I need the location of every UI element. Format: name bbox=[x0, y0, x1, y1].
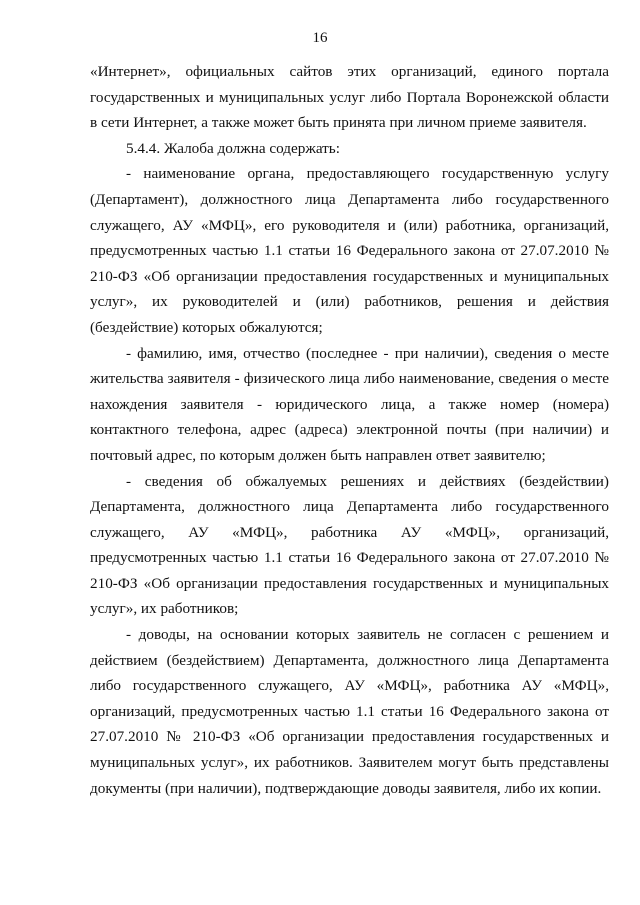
list-item-appealed-decisions: - сведения об обжалуемых решениях и действиях (бездействии) Департамента, должностного лица Департамента либо государственного служащего, АУ «МФЦ», работника АУ «МФЦ», организаций, предусмотренных частью 1.1 статьи 16 Федерального закона от 27.07.2010 № 210-ФЗ «Об организации предоставления государственных и муниципальных услуг», их работников; bbox=[90, 472, 609, 618]
list-item-authority-name: - наименование органа, предоставляющего государственную услугу (Департамент), должностного лица Департамента либо государственного служащего, АУ «МФЦ», его руководителя и (или) работника, организаций, предусмотренных частью 1.1 статьи 16 Федерального закона от 27.07.2010 № 210-ФЗ «Об организации предоставления государственных и муниципальных услуг», их руководителей и (или) работников, решения и действия (бездействие) которых обжалуются; bbox=[90, 165, 609, 336]
paragraph-section-5-4-4: 5.4.4. Жалоба должна содержать: bbox=[126, 139, 340, 157]
list-item-applicant-details: - фамилию, имя, отчество (последнее - при наличии), сведения о месте жительства заявителя - физического лица либо наименование, сведения о месте нахождения заявителя - юридического лица, а также номер (номера) контактного телефона, адрес (адреса) электронной почты (при наличии) и почтовый адрес, по которым должен быть направлен ответ заявителю; bbox=[90, 344, 609, 464]
page-number: 16 bbox=[312, 30, 328, 46]
list-item-arguments: - доводы, на основании которых заявитель не согласен с решением и действием (бездействием) Департамента, должностного лица Департамента либо государственного служащего, АУ «МФЦ», работника АУ «МФЦ», организаций, предусмотренных частью 1.1 статьи 16 Федерального закона от 27.07.2010 № 210-ФЗ «Об организации предоставления государственных и муниципальных услуг», их работников. Заявителем могут быть представлены документы (при наличии), подтверждающие доводы заявителя, либо их копии. bbox=[90, 626, 609, 797]
document-body bbox=[90, 59, 609, 801]
paragraph-continuation: «Интернет», официальных сайтов этих организаций, единого портала государственных и муниципальных услуг либо Портала Воронежской области в сети Интернет, а также может быть принята при личном приеме заявителя. bbox=[90, 63, 609, 132]
